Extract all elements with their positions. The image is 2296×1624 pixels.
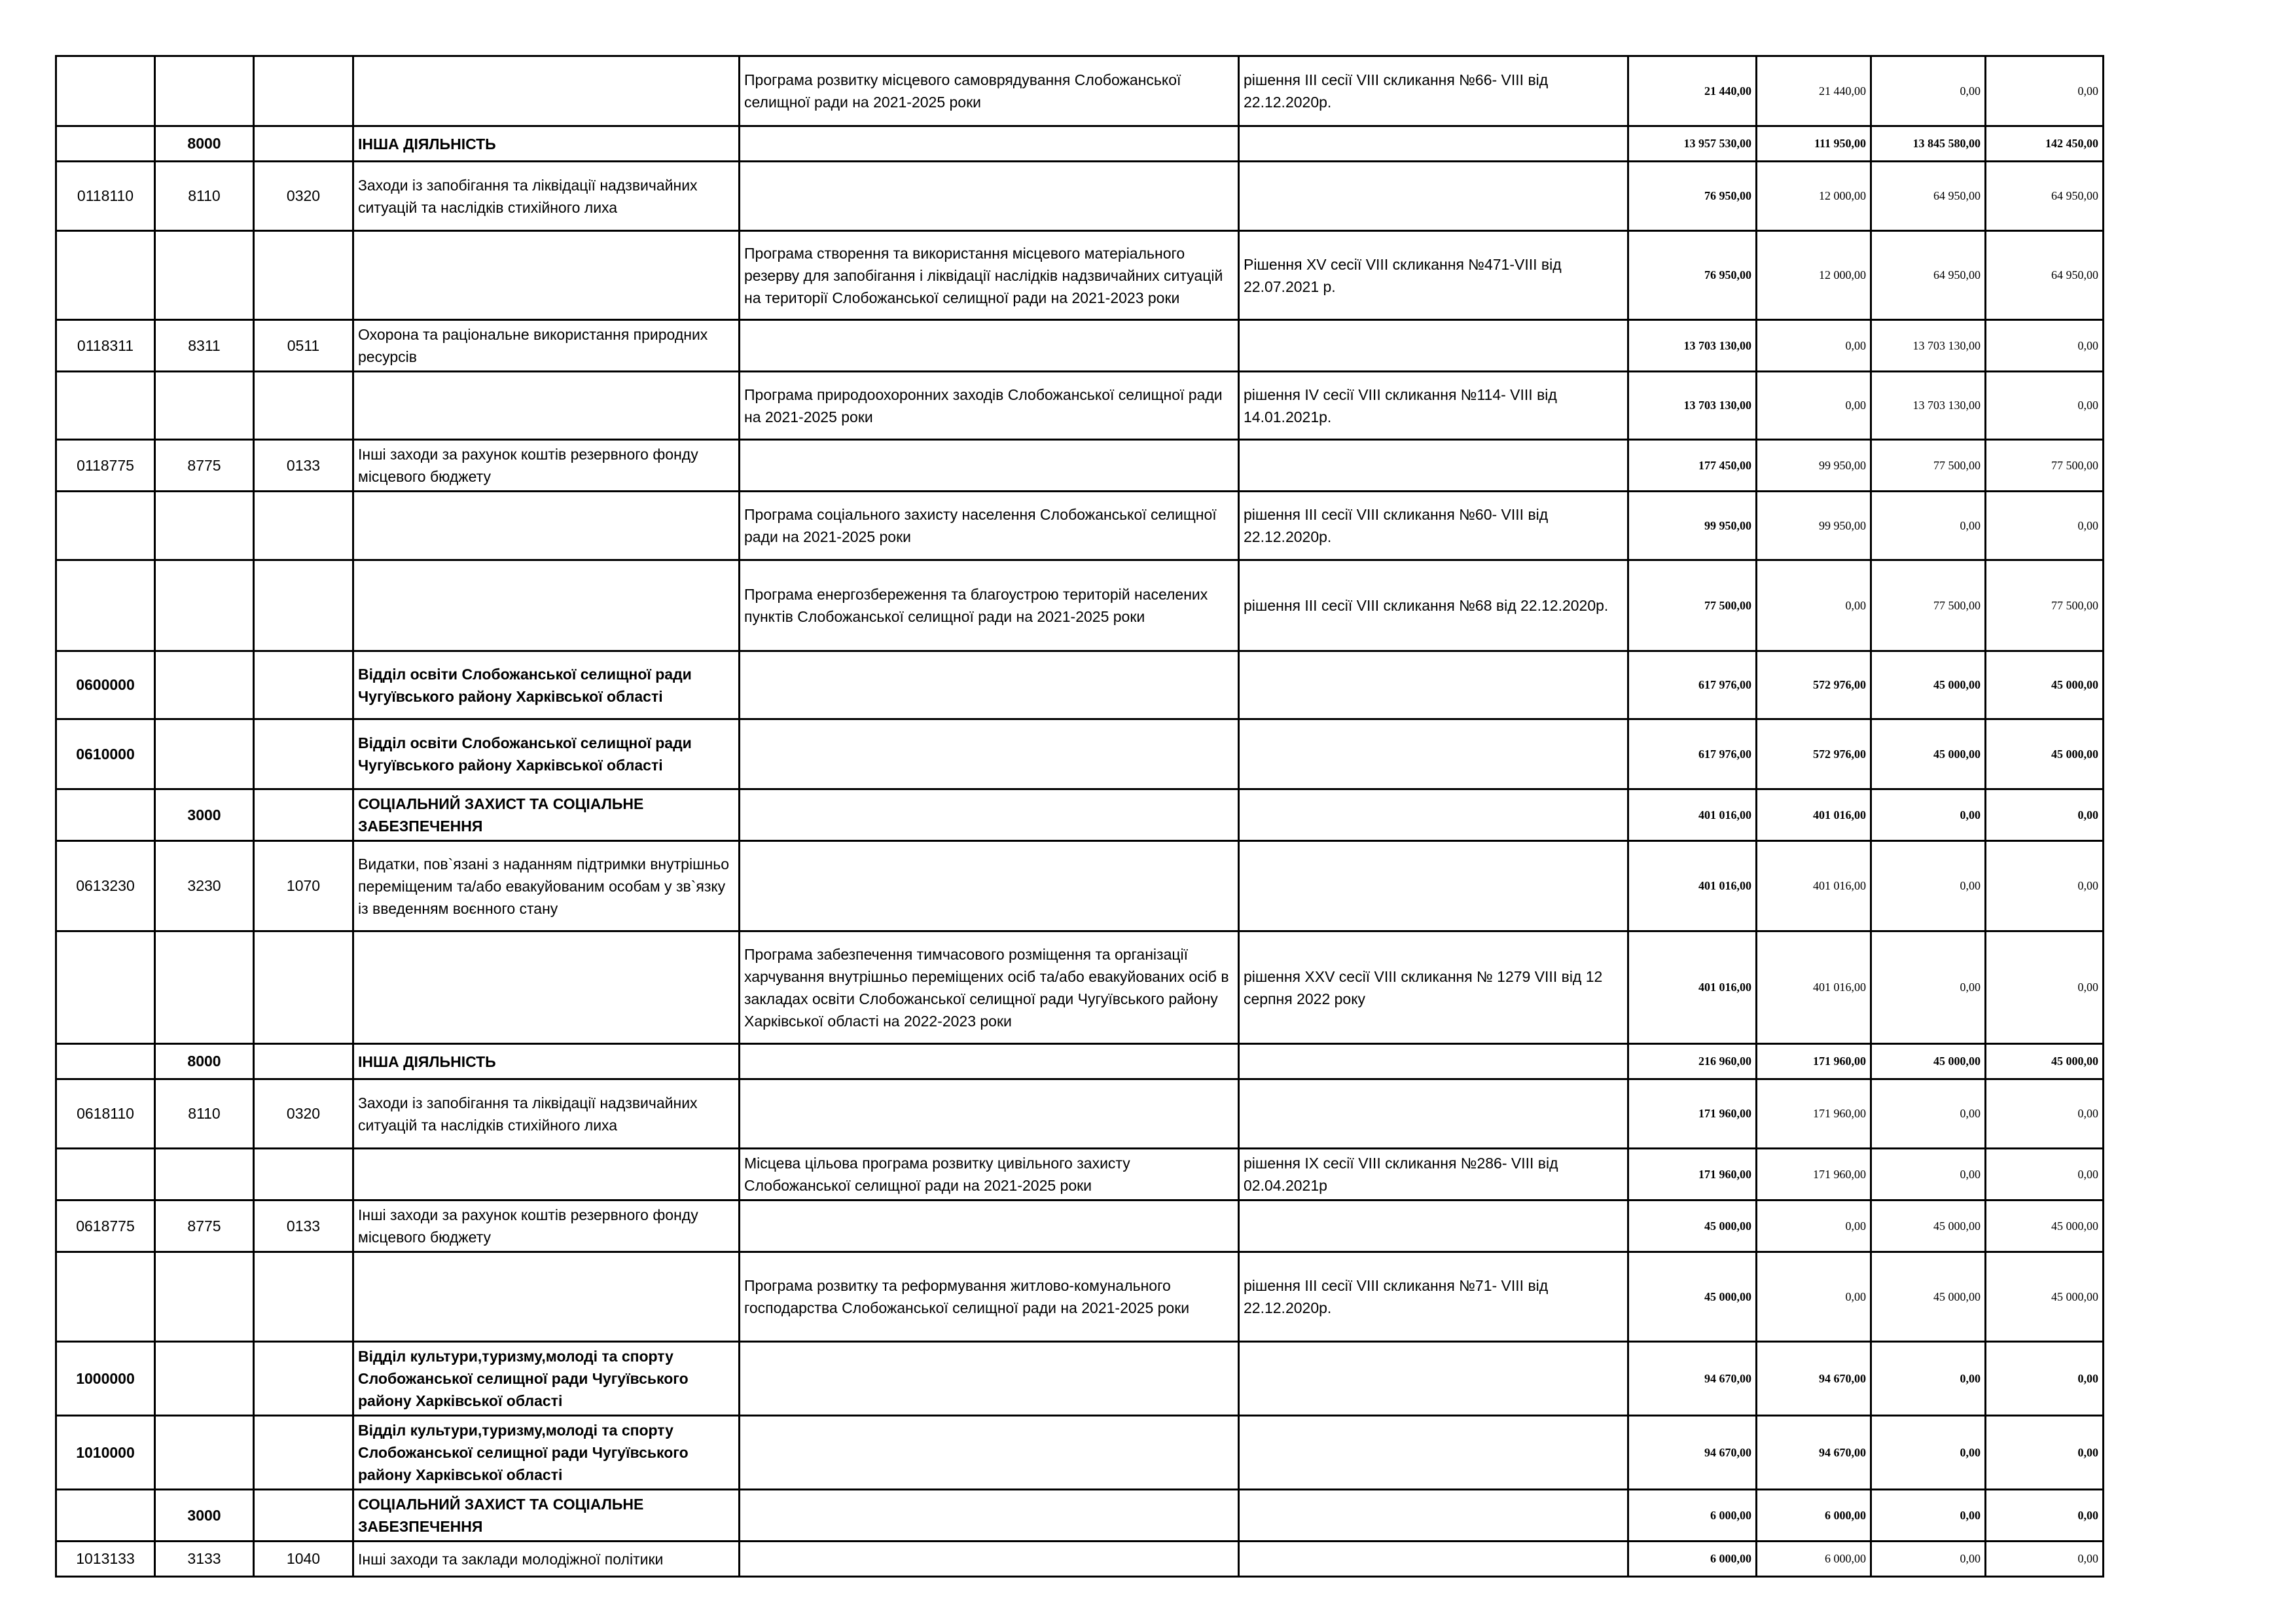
cell-program-code — [56, 560, 155, 651]
cell-development-budget: 0,00 — [1986, 320, 2104, 372]
cell-general-fund: 94 670,00 — [1757, 1342, 1871, 1416]
cell-kfkvk-code: 1040 — [254, 1542, 353, 1577]
cell-general-fund: 111 950,00 — [1757, 126, 1871, 162]
cell-development-budget: 0,00 — [1986, 789, 2104, 841]
cell-total: 94 670,00 — [1628, 1342, 1757, 1416]
cell-expense-name: Інші заходи за рахунок коштів резервного фонду місцевого бюджету — [353, 440, 740, 492]
cell-program-name — [740, 719, 1239, 789]
cell-kfkvk-code — [254, 789, 353, 841]
cell-tpkvk-code: 8311 — [155, 320, 254, 372]
table-row — [56, 372, 2104, 440]
cell-program-name — [740, 1490, 1239, 1542]
cell-program-name: Програма розвитку місцевого самоврядування Слобожанської селищної ради на 2021-2025 роки — [740, 56, 1239, 126]
cell-program-code: 0610000 — [56, 719, 155, 789]
cell-decision: рішення IV сесії VІІІ скликання №114- VІІІ від 14.01.2021р. — [1239, 372, 1628, 440]
cell-decision: рішення XXV сесії VІІІ скликання № 1279 VІІІ від 12 серпня 2022 року — [1239, 931, 1628, 1044]
cell-program-code: 0618775 — [56, 1200, 155, 1252]
cell-tpkvk-code — [155, 651, 254, 719]
cell-development-budget: 0,00 — [1986, 931, 2104, 1044]
cell-kfkvk-code — [254, 1342, 353, 1416]
table-row — [56, 1149, 2104, 1200]
cell-decision — [1239, 162, 1628, 231]
cell-special-fund: 45 000,00 — [1871, 1200, 1986, 1252]
table-row — [56, 1342, 2104, 1416]
table-row — [56, 560, 2104, 651]
cell-tpkvk-code: 8000 — [155, 1044, 254, 1079]
cell-tpkvk-code — [155, 372, 254, 440]
cell-general-fund: 401 016,00 — [1757, 789, 1871, 841]
cell-total: 45 000,00 — [1628, 1200, 1757, 1252]
cell-decision — [1239, 1542, 1628, 1577]
cell-general-fund: 0,00 — [1757, 1252, 1871, 1342]
cell-general-fund: 0,00 — [1757, 1200, 1871, 1252]
cell-tpkvk-code: 3000 — [155, 789, 254, 841]
table-row — [56, 1044, 2104, 1079]
cell-program-name — [740, 789, 1239, 841]
cell-decision: Рішення XV сесії VIII скликання №471-VIII від 22.07.2021 р. — [1239, 231, 1628, 320]
cell-decision — [1239, 320, 1628, 372]
cell-tpkvk-code — [155, 719, 254, 789]
cell-general-fund: 171 960,00 — [1757, 1149, 1871, 1200]
cell-special-fund: 45 000,00 — [1871, 651, 1986, 719]
cell-expense-name: Видатки, пов`язані з наданням підтримки внутрішньо переміщеним та/або евакуйованим особам у зв`язку із введенням воєнного стану — [353, 841, 740, 931]
cell-expense-name: Відділ культури,туризму,молоді та спорту Слобожанської селищної ради Чугуївського району Харківської області — [353, 1342, 740, 1416]
cell-expense-name: Відділ освіти Слобожанської селищної ради Чугуївського району Харківської області — [353, 719, 740, 789]
cell-development-budget: 0,00 — [1986, 1149, 2104, 1200]
cell-program-name — [740, 1044, 1239, 1079]
cell-tpkvk-code — [155, 931, 254, 1044]
cell-program-code: 1000000 — [56, 1342, 155, 1416]
cell-expense-name — [353, 231, 740, 320]
cell-development-budget: 45 000,00 — [1986, 1252, 2104, 1342]
cell-program-name: Програма соціального захисту населення Слобожанської селищної ради на 2021-2025 роки — [740, 492, 1239, 560]
cell-development-budget: 0,00 — [1986, 1542, 2104, 1577]
cell-decision — [1239, 1200, 1628, 1252]
cell-expense-name: Інші заходи за рахунок коштів резервного фонду місцевого бюджету — [353, 1200, 740, 1252]
cell-program-name: Програма енергозбереження та благоустрою територій населених пунктів Слобожанської селищної ради на 2021-2025 роки — [740, 560, 1239, 651]
cell-kfkvk-code: 0320 — [254, 162, 353, 231]
cell-total: 77 500,00 — [1628, 560, 1757, 651]
cell-total: 99 950,00 — [1628, 492, 1757, 560]
table-row — [56, 1542, 2104, 1577]
cell-kfkvk-code: 0511 — [254, 320, 353, 372]
cell-program-code — [56, 372, 155, 440]
cell-program-code: 0118311 — [56, 320, 155, 372]
cell-program-code — [56, 1044, 155, 1079]
cell-kfkvk-code: 0320 — [254, 1079, 353, 1149]
cell-decision — [1239, 1416, 1628, 1490]
cell-decision — [1239, 841, 1628, 931]
cell-development-budget: 0,00 — [1986, 841, 2104, 931]
cell-total: 21 440,00 — [1628, 56, 1757, 126]
cell-decision — [1239, 719, 1628, 789]
cell-special-fund: 0,00 — [1871, 56, 1986, 126]
cell-program-name — [740, 1200, 1239, 1252]
cell-expense-name: Відділ культури,туризму,молоді та спорту Слобожанської селищної ради Чугуївського району Харківської області — [353, 1416, 740, 1490]
cell-expense-name — [353, 560, 740, 651]
table-row — [56, 440, 2104, 492]
cell-general-fund: 0,00 — [1757, 320, 1871, 372]
cell-program-name: Програма створення та використання місцевого матеріального резерву для запобігання і ліквідації наслідків надзвичайних ситуацій на території Слобожанської селищної ради на 2021-2023 роки — [740, 231, 1239, 320]
table-row — [56, 1200, 2104, 1252]
cell-program-code: 0600000 — [56, 651, 155, 719]
cell-program-code — [56, 126, 155, 162]
cell-general-fund: 572 976,00 — [1757, 719, 1871, 789]
cell-development-budget: 0,00 — [1986, 1342, 2104, 1416]
cell-kfkvk-code — [254, 1490, 353, 1542]
cell-tpkvk-code: 8110 — [155, 162, 254, 231]
cell-tpkvk-code: 3133 — [155, 1542, 254, 1577]
cell-expense-name: СОЦІАЛЬНИЙ ЗАХИСТ ТА СОЦІАЛЬНЕ ЗАБЕЗПЕЧЕННЯ — [353, 789, 740, 841]
cell-tpkvk-code — [155, 56, 254, 126]
cell-general-fund: 6 000,00 — [1757, 1490, 1871, 1542]
cell-special-fund: 0,00 — [1871, 1416, 1986, 1490]
cell-decision: рішення ІІІ сесії VІІІ скликання №68 від 22.12.2020р. — [1239, 560, 1628, 651]
cell-development-budget: 64 950,00 — [1986, 231, 2104, 320]
cell-expense-name: ІНША ДІЯЛЬНІСТЬ — [353, 1044, 740, 1079]
cell-total: 401 016,00 — [1628, 789, 1757, 841]
cell-total: 13 703 130,00 — [1628, 372, 1757, 440]
cell-program-name: Програма забезпечення тимчасового розміщення та організації харчування внутрішньо переміщених осіб та/або евакуйованих осіб в закладах освіти Слобожанської селищної ради Чугуївського району Харківської області на 2022-2023 роки — [740, 931, 1239, 1044]
table-row — [56, 492, 2104, 560]
table-row — [56, 1079, 2104, 1149]
cell-program-code: 0118775 — [56, 440, 155, 492]
cell-kfkvk-code: 0133 — [254, 1200, 353, 1252]
cell-program-name: Програма природоохоронних заходів Слобожанської селищної ради на 2021-2025 роки — [740, 372, 1239, 440]
cell-development-budget: 77 500,00 — [1986, 560, 2104, 651]
cell-kfkvk-code — [254, 1044, 353, 1079]
cell-program-name — [740, 126, 1239, 162]
cell-decision — [1239, 651, 1628, 719]
cell-expense-name: Заходи із запобігання та ліквідації надзвичайних ситуацій та наслідків стихійного лиха — [353, 162, 740, 231]
cell-program-name — [740, 440, 1239, 492]
cell-tpkvk-code — [155, 231, 254, 320]
cell-decision — [1239, 789, 1628, 841]
table-row — [56, 231, 2104, 320]
cell-decision: рішення ІІІ сесії VІІІ скликання №71- VІІІ від 22.12.2020р. — [1239, 1252, 1628, 1342]
cell-total: 216 960,00 — [1628, 1044, 1757, 1079]
cell-program-name — [740, 1542, 1239, 1577]
cell-special-fund: 0,00 — [1871, 1342, 1986, 1416]
cell-program-code — [56, 492, 155, 560]
cell-tpkvk-code — [155, 560, 254, 651]
cell-general-fund: 171 960,00 — [1757, 1044, 1871, 1079]
cell-kfkvk-code — [254, 1252, 353, 1342]
cell-total: 171 960,00 — [1628, 1149, 1757, 1200]
cell-development-budget: 45 000,00 — [1986, 719, 2104, 789]
cell-decision — [1239, 440, 1628, 492]
cell-tpkvk-code: 8110 — [155, 1079, 254, 1149]
cell-decision: рішення ІX сесії VІІІ скликання №286- VІІІ від 02.04.2021р — [1239, 1149, 1628, 1200]
cell-program-code — [56, 231, 155, 320]
cell-expense-name — [353, 931, 740, 1044]
cell-decision — [1239, 1044, 1628, 1079]
cell-tpkvk-code: 8775 — [155, 1200, 254, 1252]
cell-program-code: 0613230 — [56, 841, 155, 931]
cell-development-budget: 45 000,00 — [1986, 1200, 2104, 1252]
cell-total: 171 960,00 — [1628, 1079, 1757, 1149]
cell-program-name — [740, 651, 1239, 719]
cell-development-budget: 142 450,00 — [1986, 126, 2104, 162]
table-row — [56, 789, 2104, 841]
cell-decision — [1239, 1490, 1628, 1542]
cell-expense-name: СОЦІАЛЬНИЙ ЗАХИСТ ТА СОЦІАЛЬНЕ ЗАБЕЗПЕЧЕННЯ — [353, 1490, 740, 1542]
table-row — [56, 320, 2104, 372]
table-row — [56, 1416, 2104, 1490]
cell-general-fund: 171 960,00 — [1757, 1079, 1871, 1149]
cell-program-code: 1010000 — [56, 1416, 155, 1490]
cell-tpkvk-code: 8000 — [155, 126, 254, 162]
cell-development-budget: 45 000,00 — [1986, 651, 2104, 719]
cell-tpkvk-code: 3230 — [155, 841, 254, 931]
table-row — [56, 56, 2104, 126]
cell-expense-name — [353, 492, 740, 560]
cell-tpkvk-code — [155, 1149, 254, 1200]
cell-development-budget: 0,00 — [1986, 56, 2104, 126]
cell-expense-name — [353, 372, 740, 440]
cell-total: 6 000,00 — [1628, 1490, 1757, 1542]
cell-kfkvk-code — [254, 719, 353, 789]
cell-total: 94 670,00 — [1628, 1416, 1757, 1490]
cell-total: 13 957 530,00 — [1628, 126, 1757, 162]
table-row — [56, 931, 2104, 1044]
cell-total: 617 976,00 — [1628, 651, 1757, 719]
cell-program-name — [740, 1079, 1239, 1149]
cell-kfkvk-code — [254, 492, 353, 560]
cell-general-fund: 6 000,00 — [1757, 1542, 1871, 1577]
cell-development-budget: 0,00 — [1986, 1079, 2104, 1149]
budget-programs-table — [55, 55, 2104, 1578]
cell-expense-name — [353, 1252, 740, 1342]
cell-program-name — [740, 162, 1239, 231]
cell-special-fund: 0,00 — [1871, 931, 1986, 1044]
cell-program-name — [740, 320, 1239, 372]
cell-general-fund: 99 950,00 — [1757, 492, 1871, 560]
cell-program-code — [56, 1149, 155, 1200]
cell-decision — [1239, 1079, 1628, 1149]
cell-general-fund: 12 000,00 — [1757, 162, 1871, 231]
cell-special-fund: 0,00 — [1871, 1490, 1986, 1542]
cell-kfkvk-code — [254, 1149, 353, 1200]
cell-special-fund: 0,00 — [1871, 1079, 1986, 1149]
cell-decision: рішення ІІІ сесії VІІІ скликання №60- VІІІ від 22.12.2020р. — [1239, 492, 1628, 560]
cell-special-fund: 13 703 130,00 — [1871, 372, 1986, 440]
cell-expense-name: Охорона та раціональне використання природних ресурсів — [353, 320, 740, 372]
cell-general-fund: 0,00 — [1757, 560, 1871, 651]
cell-special-fund: 64 950,00 — [1871, 162, 1986, 231]
cell-expense-name — [353, 56, 740, 126]
cell-tpkvk-code — [155, 492, 254, 560]
cell-special-fund: 0,00 — [1871, 841, 1986, 931]
cell-development-budget: 64 950,00 — [1986, 162, 2104, 231]
cell-special-fund: 0,00 — [1871, 492, 1986, 560]
cell-program-code — [56, 56, 155, 126]
cell-development-budget: 0,00 — [1986, 372, 2104, 440]
cell-total: 13 703 130,00 — [1628, 320, 1757, 372]
cell-program-code — [56, 931, 155, 1044]
cell-general-fund: 99 950,00 — [1757, 440, 1871, 492]
cell-program-code — [56, 789, 155, 841]
table-row — [56, 1252, 2104, 1342]
cell-tpkvk-code — [155, 1416, 254, 1490]
cell-general-fund: 0,00 — [1757, 372, 1871, 440]
cell-development-budget: 0,00 — [1986, 1490, 2104, 1542]
cell-program-code: 0618110 — [56, 1079, 155, 1149]
cell-expense-name: Інші заходи та заклади молодіжної політики — [353, 1542, 740, 1577]
cell-program-name: Програма розвитку та реформування житлово-комунального господарства Слобожанської селищної ради на 2021-2025 роки — [740, 1252, 1239, 1342]
cell-development-budget: 45 000,00 — [1986, 1044, 2104, 1079]
cell-special-fund: 45 000,00 — [1871, 719, 1986, 789]
cell-program-name — [740, 1342, 1239, 1416]
cell-special-fund: 45 000,00 — [1871, 1252, 1986, 1342]
cell-tpkvk-code — [155, 1342, 254, 1416]
cell-total: 177 450,00 — [1628, 440, 1757, 492]
cell-development-budget: 0,00 — [1986, 492, 2104, 560]
cell-special-fund: 0,00 — [1871, 789, 1986, 841]
cell-kfkvk-code — [254, 372, 353, 440]
cell-total: 617 976,00 — [1628, 719, 1757, 789]
cell-special-fund: 0,00 — [1871, 1542, 1986, 1577]
cell-general-fund: 401 016,00 — [1757, 841, 1871, 931]
cell-total: 6 000,00 — [1628, 1542, 1757, 1577]
table-row — [56, 162, 2104, 231]
cell-tpkvk-code — [155, 1252, 254, 1342]
table-row — [56, 719, 2104, 789]
table-row — [56, 126, 2104, 162]
cell-special-fund: 77 500,00 — [1871, 560, 1986, 651]
cell-special-fund: 64 950,00 — [1871, 231, 1986, 320]
cell-development-budget: 0,00 — [1986, 1416, 2104, 1490]
cell-kfkvk-code — [254, 560, 353, 651]
cell-program-name — [740, 1416, 1239, 1490]
cell-total: 401 016,00 — [1628, 841, 1757, 931]
cell-expense-name: Відділ освіти Слобожанської селищної ради Чугуївського району Харківської області — [353, 651, 740, 719]
cell-program-name — [740, 841, 1239, 931]
cell-kfkvk-code — [254, 126, 353, 162]
cell-expense-name — [353, 1149, 740, 1200]
cell-kfkvk-code — [254, 1416, 353, 1490]
table-row — [56, 651, 2104, 719]
cell-kfkvk-code: 1070 — [254, 841, 353, 931]
cell-decision: рішення ІІІ сесії VІІІ скликання №66- VІІІ від 22.12.2020р. — [1239, 56, 1628, 126]
cell-tpkvk-code: 8775 — [155, 440, 254, 492]
cell-total: 76 950,00 — [1628, 231, 1757, 320]
cell-kfkvk-code: 0133 — [254, 440, 353, 492]
cell-special-fund: 13 845 580,00 — [1871, 126, 1986, 162]
table-row — [56, 841, 2104, 931]
cell-general-fund: 401 016,00 — [1757, 931, 1871, 1044]
cell-special-fund: 13 703 130,00 — [1871, 320, 1986, 372]
cell-program-code: 0118110 — [56, 162, 155, 231]
cell-special-fund: 45 000,00 — [1871, 1044, 1986, 1079]
cell-kfkvk-code — [254, 651, 353, 719]
cell-program-code — [56, 1252, 155, 1342]
cell-program-name: Місцева цільова програма розвитку цивільного захисту Слобожанської селищної ради на 2021-2025 роки — [740, 1149, 1239, 1200]
cell-general-fund: 94 670,00 — [1757, 1416, 1871, 1490]
cell-program-code: 1013133 — [56, 1542, 155, 1577]
cell-kfkvk-code — [254, 56, 353, 126]
cell-expense-name: ІНША ДІЯЛЬНІСТЬ — [353, 126, 740, 162]
table-row — [56, 1490, 2104, 1542]
cell-general-fund: 21 440,00 — [1757, 56, 1871, 126]
cell-special-fund: 77 500,00 — [1871, 440, 1986, 492]
cell-general-fund: 12 000,00 — [1757, 231, 1871, 320]
cell-tpkvk-code: 3000 — [155, 1490, 254, 1542]
cell-program-code — [56, 1490, 155, 1542]
cell-total: 401 016,00 — [1628, 931, 1757, 1044]
cell-total: 76 950,00 — [1628, 162, 1757, 231]
cell-development-budget: 77 500,00 — [1986, 440, 2104, 492]
cell-general-fund: 572 976,00 — [1757, 651, 1871, 719]
cell-decision — [1239, 126, 1628, 162]
cell-expense-name: Заходи із запобігання та ліквідації надзвичайних ситуацій та наслідків стихійного лиха — [353, 1079, 740, 1149]
cell-decision — [1239, 1342, 1628, 1416]
cell-kfkvk-code — [254, 231, 353, 320]
cell-kfkvk-code — [254, 931, 353, 1044]
cell-special-fund: 0,00 — [1871, 1149, 1986, 1200]
cell-total: 45 000,00 — [1628, 1252, 1757, 1342]
